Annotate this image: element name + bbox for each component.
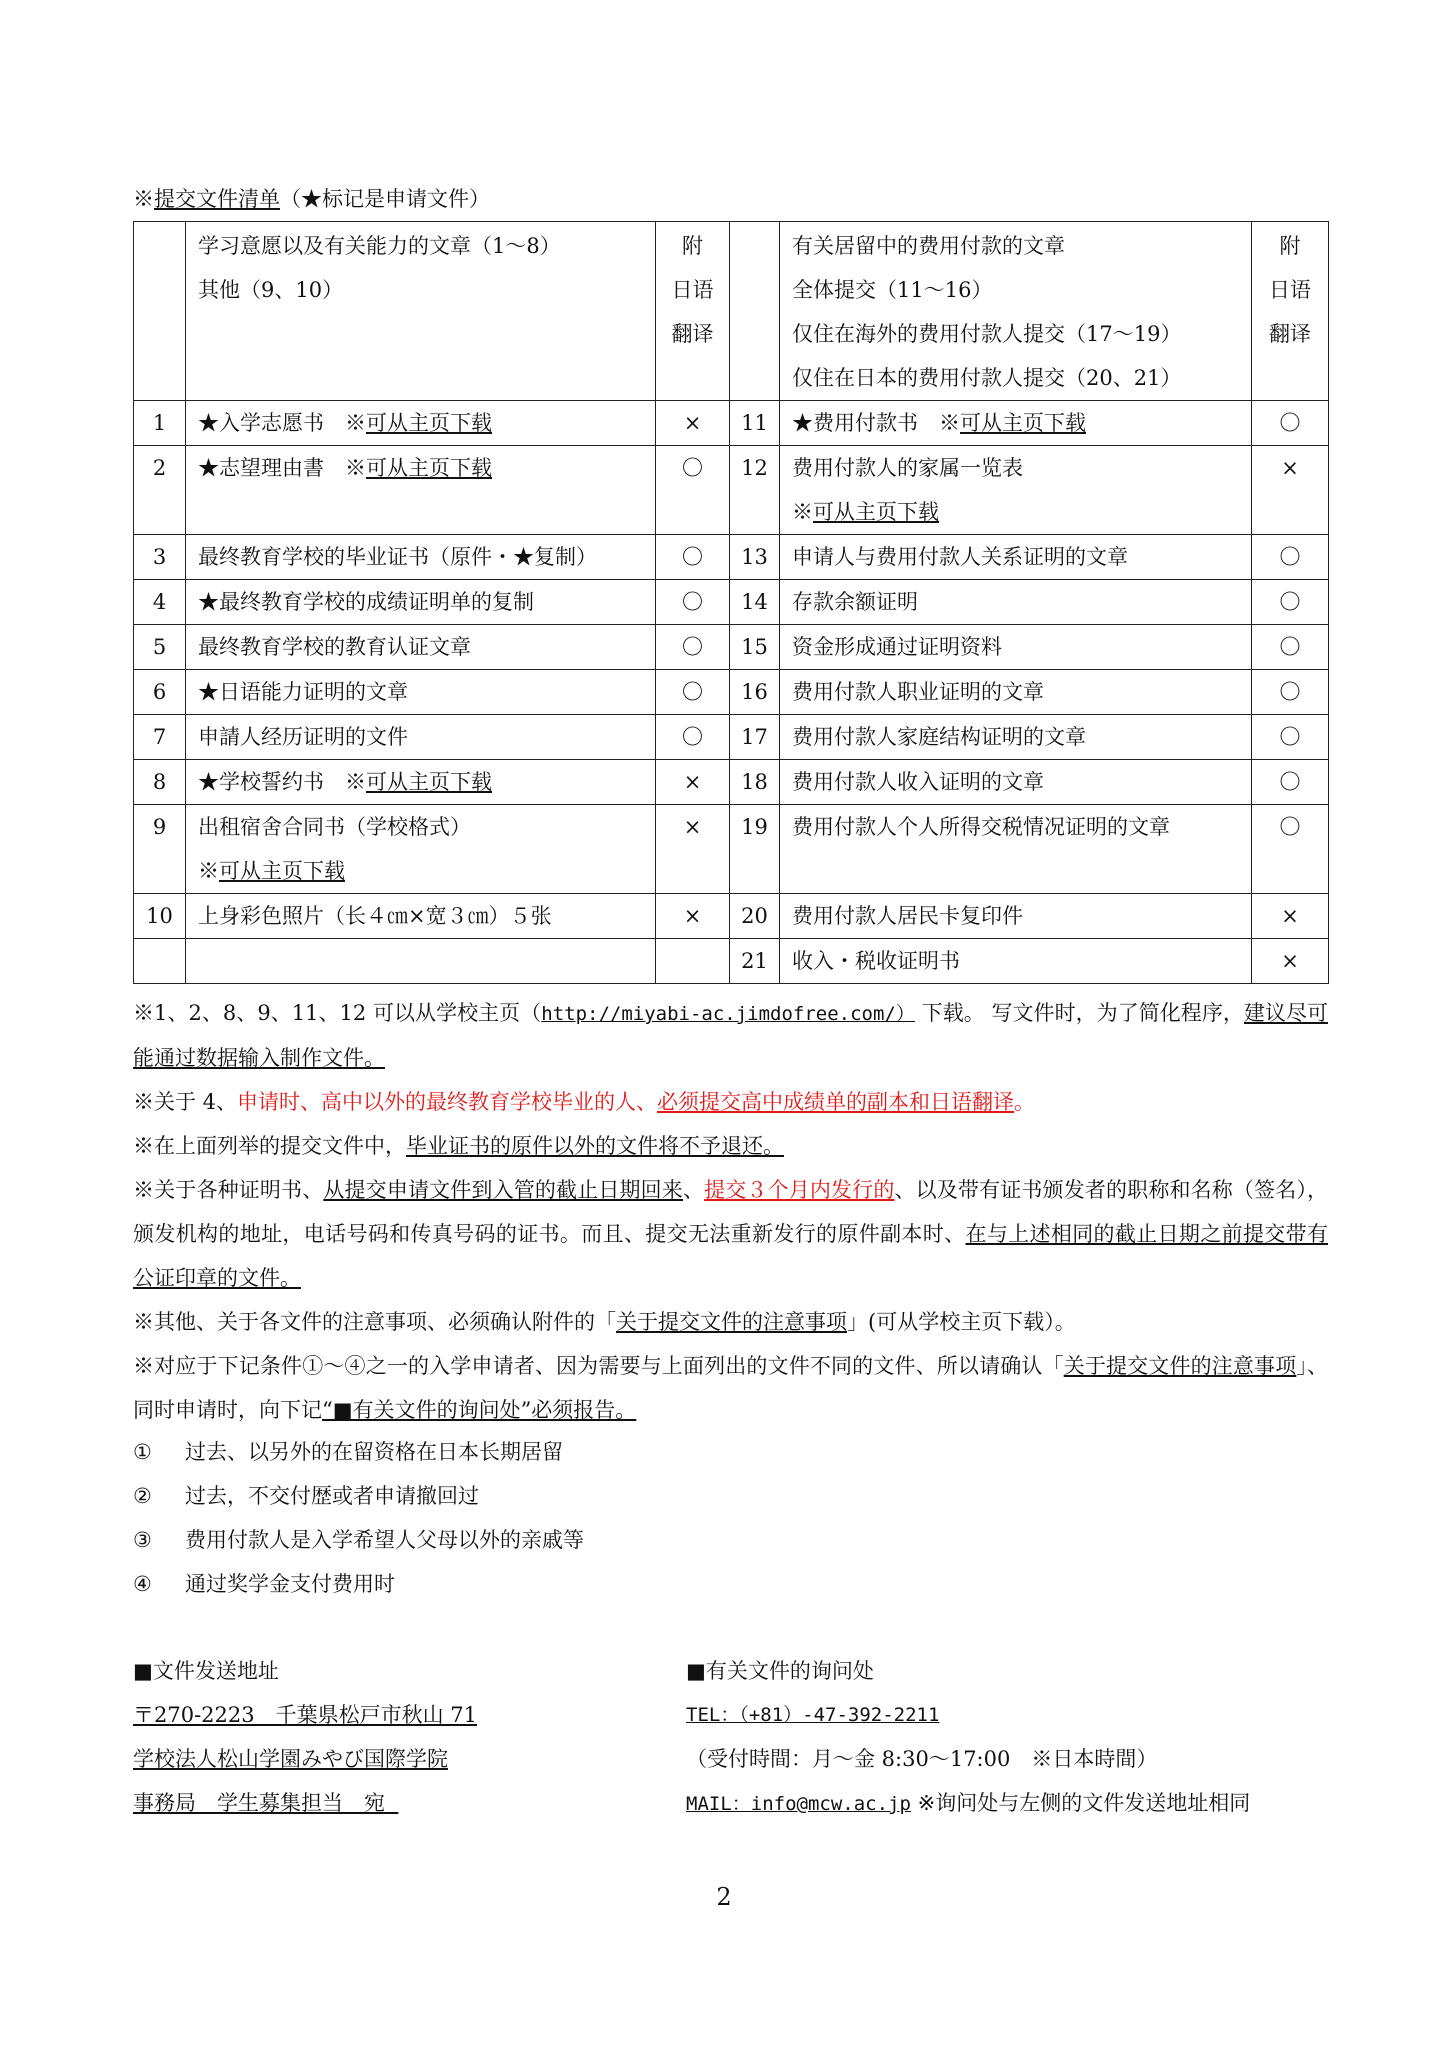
translation-mark-left: 〇 xyxy=(656,625,730,670)
document-name-left: 最终教育学校的毕业证书（原件・★复制） xyxy=(186,535,656,580)
document-name-left: ★学校誓约书 ※可从主页下载 xyxy=(186,760,656,805)
document-name-right: 费用付款人职业证明的文章 xyxy=(780,670,1252,715)
document-name-left: 出租宿舍合同书（学校格式） ※可从主页下载 xyxy=(186,805,656,894)
phone-number[interactable]: TEL：（+81）-47-392-2211 xyxy=(686,1704,940,1726)
document-name-right: ★费用付款书 ※可从主页下载 xyxy=(780,401,1252,446)
translation-mark-left: × xyxy=(656,401,730,446)
row-number-right: 19 xyxy=(730,805,780,894)
document-name-right: 费用付款人家庭结构证明的文章 xyxy=(780,715,1252,760)
school-name: 学校法人松山学園みやび国際学院 xyxy=(133,1747,448,1771)
note-attention: ※其他、关于各文件的注意事项、必须确认附件的「关于提交文件的注意事项」(可从学校主页下载）。 xyxy=(133,1310,1076,1334)
table-row xyxy=(134,939,1329,984)
translation-mark-left xyxy=(656,939,730,984)
inquiry-contact xyxy=(686,1649,1250,1826)
table-row xyxy=(134,670,1329,715)
row-number-right: 12 xyxy=(730,446,780,535)
note-item4: ※关于 4、申请时、高中以外的最终教育学校毕业的人、必须提交高中成绩单的副本和日语翻译。 xyxy=(133,1090,1036,1114)
documents-checklist-table xyxy=(133,221,1329,984)
translation-mark-left: 〇 xyxy=(656,715,730,760)
download-note[interactable]: ※可从主页下载 xyxy=(939,411,1086,435)
row-number-left: 7 xyxy=(134,715,186,760)
postal-address: 〒270-2223 千葉県松戸市秋山 71 xyxy=(133,1703,478,1727)
document-name-left: 上身彩色照片（长４㎝×宽３㎝）５张 xyxy=(186,894,656,939)
table-row xyxy=(134,401,1329,446)
note-certificates: ※关于各种证明书、从提交申请文件到入管的截止日期回来、提交３个月内发行的、以及带有证书颁发者的职称和名称（签名），颁发机构的地址，电话号码和传真号码的证书。而且、提交无法重新发行的原件副本时、在与上述相同的截止日期之前提交带有公证印章的文件。 xyxy=(133,1178,1329,1290)
row-number-left: 4 xyxy=(134,580,186,625)
condition-item: ③ 费用付款人是入学希望人父母以外的亲戚等 xyxy=(133,1528,584,1552)
row-number-left: 8 xyxy=(134,760,186,805)
condition-item: ④ 通过奖学金支付费用时 xyxy=(133,1572,395,1596)
document-name-left: 最终教育学校的教育认证文章 xyxy=(186,625,656,670)
conditions-list xyxy=(133,1430,584,1606)
translation-mark-right: 〇 xyxy=(1252,580,1329,625)
table-row xyxy=(134,805,1329,894)
checklist-title: ※提交文件清单（★标记是申请文件） xyxy=(133,187,490,211)
table-header-row xyxy=(134,222,1329,401)
translation-mark-left: 〇 xyxy=(656,535,730,580)
translation-mark-right: 〇 xyxy=(1252,715,1329,760)
document-name-right: 存款余额证明 xyxy=(780,580,1252,625)
download-note[interactable]: ※可从主页下载 xyxy=(345,456,492,480)
translation-mark-right: 〇 xyxy=(1252,625,1329,670)
document-name-left: ★志望理由書 ※可从主页下载 xyxy=(186,446,656,535)
table-row xyxy=(134,715,1329,760)
translation-mark-right: 〇 xyxy=(1252,760,1329,805)
translation-mark-left: × xyxy=(656,894,730,939)
table-row xyxy=(134,535,1329,580)
row-number-left: 6 xyxy=(134,670,186,715)
translation-mark-left: 〇 xyxy=(656,580,730,625)
translation-mark-right: × xyxy=(1252,894,1329,939)
row-number-right: 11 xyxy=(730,401,780,446)
table-row xyxy=(134,760,1329,805)
page-number: 2 xyxy=(716,1883,732,1911)
row-number-right: 16 xyxy=(730,670,780,715)
condition-item: ② 过去，不交付歴或者申请撤回过 xyxy=(133,1484,479,1508)
note-conditions: ※对应于下记条件①～④之一的入学申请者、因为需要与上面列出的文件不同的文件、所以请确认「关于提交文件的注意事项」、同时申请时，向下记“■有关文件的询问处”必须报告。 xyxy=(133,1354,1329,1422)
row-number-left: 10 xyxy=(134,894,186,939)
table-row xyxy=(134,625,1329,670)
email-link[interactable]: MAIL：info@mcw.ac.jp xyxy=(686,1793,911,1815)
translation-mark-right: 〇 xyxy=(1252,670,1329,715)
condition-item: ① 过去、以另外的在留资格在日本长期居留 xyxy=(133,1440,563,1464)
row-number-right: 13 xyxy=(730,535,780,580)
office-hours: （受付時間：月～金 8:30～17:00 ※日本時間） xyxy=(686,1747,1158,1771)
row-number-left: 9 xyxy=(134,805,186,894)
translation-mark-right: 〇 xyxy=(1252,401,1329,446)
row-number-right: 21 xyxy=(730,939,780,984)
document-name-right: 收入・税收证明书 xyxy=(780,939,1252,984)
document-name-left: 申請人经历证明的文件 xyxy=(186,715,656,760)
header-num-left xyxy=(134,222,186,401)
download-note[interactable]: ※可从主页下载 xyxy=(792,500,939,524)
mailing-address-heading: ■文件发送地址 xyxy=(133,1659,279,1683)
document-name-right: 申请人与费用付款人关系证明的文章 xyxy=(780,535,1252,580)
header-right-category: 有关居留中的费用付款的文章 全体提交（11～16） 仅住在海外的费用付款人提交（17～19） 仅住在日本的费用付款人提交（20、21） xyxy=(780,222,1252,401)
row-number-left: 3 xyxy=(134,535,186,580)
document-name-right: 费用付款人收入证明的文章 xyxy=(780,760,1252,805)
row-number-right: 18 xyxy=(730,760,780,805)
translation-mark-left: 〇 xyxy=(656,670,730,715)
translation-mark-right: × xyxy=(1252,446,1329,535)
document-name-left: ★日语能力证明的文章 xyxy=(186,670,656,715)
translation-mark-right: 〇 xyxy=(1252,805,1329,894)
email-line: MAIL：info@mcw.ac.jp ※询问处与左侧的文件发送地址相同 xyxy=(686,1791,1251,1815)
document-name-right: 资金形成通过证明资料 xyxy=(780,625,1252,670)
inquiry-heading: ■有关文件的询问处 xyxy=(686,1659,874,1683)
header-translation-right: 附 日语 翻译 xyxy=(1252,222,1329,401)
row-number-left xyxy=(134,939,186,984)
row-number-right: 17 xyxy=(730,715,780,760)
header-translation-left: 附 日语 翻译 xyxy=(656,222,730,401)
translation-mark-left: × xyxy=(656,760,730,805)
row-number-right: 15 xyxy=(730,625,780,670)
download-note[interactable]: ※可从主页下载 xyxy=(198,859,345,883)
document-name-left: ★最终教育学校的成绩证明单的复制 xyxy=(186,580,656,625)
download-note[interactable]: ※可从主页下载 xyxy=(345,770,492,794)
header-left-category: 学习意愿以及有关能力的文章（1～8） 其他（9、10） xyxy=(186,222,656,401)
table-row xyxy=(134,580,1329,625)
row-number-right: 20 xyxy=(730,894,780,939)
office-recipient: 事務局 学生募集担当 宛 xyxy=(133,1791,385,1815)
checklist-title-link: 提交文件清单 xyxy=(154,187,280,211)
translation-mark-right: 〇 xyxy=(1252,535,1329,580)
translation-mark-left: 〇 xyxy=(656,446,730,535)
row-number-left: 2 xyxy=(134,446,186,535)
document-name-right: 费用付款人居民卡复印件 xyxy=(780,894,1252,939)
table-row xyxy=(134,446,1329,535)
translation-mark-right: × xyxy=(1252,939,1329,984)
translation-mark-left: × xyxy=(656,805,730,894)
document-name-left: ★入学志愿书 ※可从主页下载 xyxy=(186,401,656,446)
table-row xyxy=(134,894,1329,939)
checklist-body xyxy=(134,222,1329,984)
document-name-right: 费用付款人个人所得交税情况证明的文章 xyxy=(780,805,1252,894)
row-number-left: 5 xyxy=(134,625,186,670)
document-name-left xyxy=(186,939,656,984)
note-return: ※在上面列举的提交文件中，毕业证书的原件以外的文件将不予退还。 xyxy=(133,1134,784,1158)
note-download: ※1、2、8、9、11、12 可以从学校主页（http://miyabi-ac.jimdofree.com/） 下载。 写文件时，为了简化程序，建议尽可能通过数据输入制作文件。 xyxy=(133,1001,1329,1070)
school-homepage-link[interactable]: http://miyabi-ac.jimdofree.com/） xyxy=(541,1003,915,1025)
notes-section xyxy=(133,991,1328,1432)
row-number-right: 14 xyxy=(730,580,780,625)
row-number-left: 1 xyxy=(134,401,186,446)
header-num-right xyxy=(730,222,780,401)
download-note[interactable]: ※可从主页下载 xyxy=(345,411,492,435)
document-name-right: 费用付款人的家属一览表 ※可从主页下载 xyxy=(780,446,1252,535)
mailing-address xyxy=(133,1649,477,1825)
